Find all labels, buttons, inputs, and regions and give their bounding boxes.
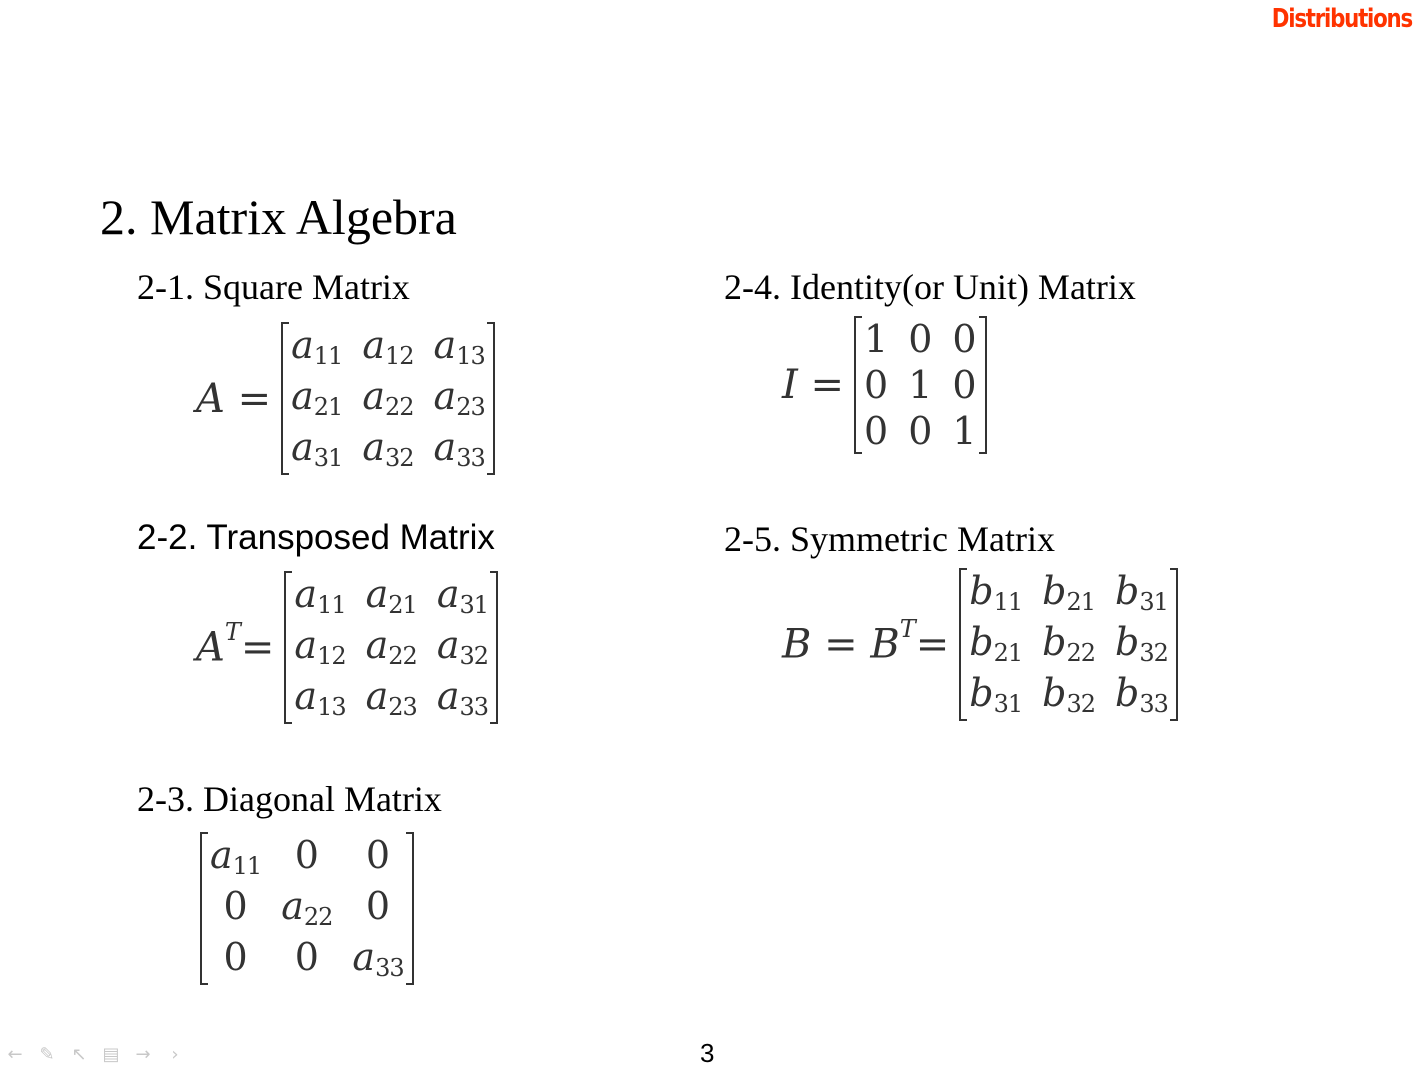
matrix-cell: a32 bbox=[362, 425, 414, 472]
matrix-cell: a12 bbox=[362, 323, 414, 370]
matrix-cell: a12 bbox=[294, 623, 346, 670]
diagonal-matrix bbox=[200, 832, 414, 985]
matrix-cell: a31 bbox=[436, 572, 489, 619]
matrix-cell: a11 bbox=[291, 323, 343, 370]
symmetric-matrix-lhs: $B = B^T=$ bbox=[782, 615, 950, 668]
matrix-cell: b32 bbox=[1115, 620, 1168, 667]
matrix-cell: a32 bbox=[436, 623, 489, 670]
symmetric-matrix bbox=[782, 568, 1178, 721]
heading-transposed-matrix: 2-2. Transposed Matrix bbox=[137, 518, 495, 557]
header-tag: Distributions bbox=[1271, 4, 1412, 34]
notes-icon[interactable]: ▤ bbox=[102, 1044, 120, 1065]
identity-matrix bbox=[782, 316, 987, 454]
matrix-cell: a13 bbox=[294, 674, 346, 721]
matrix-cell: 0 bbox=[365, 884, 391, 928]
matrix-cell: a11 bbox=[210, 833, 262, 880]
matrix-cell: 0 bbox=[864, 363, 889, 407]
matrix-cell: 0 bbox=[223, 884, 248, 928]
heading-square-matrix: 2-1. Square Matrix bbox=[137, 267, 410, 307]
square-matrix-bracket bbox=[281, 322, 495, 475]
identity-matrix-lhs: I = bbox=[782, 362, 845, 408]
matrix-cell: a21 bbox=[291, 374, 343, 421]
matrix-cell: b31 bbox=[969, 671, 1023, 718]
matrix-cell: a22 bbox=[362, 374, 414, 421]
matrix-cell: b21 bbox=[969, 620, 1023, 667]
matrix-cell: b11 bbox=[969, 569, 1023, 616]
diagonal-matrix-grid bbox=[210, 832, 404, 985]
square-matrix bbox=[196, 322, 495, 475]
matrix-cell: a23 bbox=[433, 374, 485, 421]
matrix-cell: b33 bbox=[1115, 671, 1168, 718]
pen-icon[interactable]: ✎ bbox=[39, 1044, 55, 1065]
matrix-cell: 0 bbox=[952, 317, 977, 361]
matrix-cell: 0 bbox=[908, 409, 933, 453]
matrix-cell: 0 bbox=[294, 833, 319, 877]
heading-diagonal-matrix: 2-3. Diagonal Matrix bbox=[137, 779, 442, 819]
transposed-matrix-lhs: $A^T=$ bbox=[196, 618, 275, 671]
matrix-cell: 0 bbox=[223, 935, 248, 979]
matrix-cell: b21 bbox=[1042, 569, 1096, 616]
transposed-matrix-grid bbox=[294, 571, 488, 724]
page-number: 3 bbox=[700, 1038, 715, 1068]
square-matrix-lhs: A = bbox=[196, 375, 272, 422]
square-matrix-grid bbox=[291, 322, 485, 475]
matrix-cell: a11 bbox=[294, 572, 346, 619]
arrow-left-icon[interactable]: ← bbox=[7, 1044, 23, 1065]
chevron-right-icon[interactable]: › bbox=[171, 1044, 179, 1065]
page-title: 2. Matrix Algebra bbox=[100, 189, 457, 245]
transposed-matrix bbox=[196, 571, 498, 724]
matrix-cell: a33 bbox=[352, 935, 404, 982]
heading-identity-matrix: 2-4. Identity(or Unit) Matrix bbox=[724, 267, 1136, 307]
transposed-matrix-bracket bbox=[284, 571, 498, 724]
matrix-cell: a22 bbox=[281, 884, 333, 931]
symmetric-matrix-bracket bbox=[959, 568, 1178, 721]
arrow-right-icon[interactable]: → bbox=[135, 1044, 151, 1065]
matrix-cell: a22 bbox=[365, 623, 417, 670]
matrix-cell: a23 bbox=[365, 674, 417, 721]
matrix-cell: a33 bbox=[436, 674, 489, 721]
matrix-cell: a33 bbox=[433, 425, 485, 472]
matrix-cell: a21 bbox=[365, 572, 417, 619]
symmetric-matrix-grid bbox=[969, 568, 1168, 721]
matrix-cell: 0 bbox=[952, 363, 977, 407]
slide-nav-toolbar bbox=[4, 1044, 186, 1065]
diagonal-matrix-bracket bbox=[200, 832, 414, 985]
matrix-cell: 0 bbox=[908, 317, 933, 361]
matrix-cell: 1 bbox=[952, 409, 977, 453]
matrix-cell: 0 bbox=[365, 833, 391, 877]
matrix-cell: b22 bbox=[1042, 620, 1096, 667]
identity-matrix-grid bbox=[864, 316, 977, 454]
matrix-cell: 1 bbox=[864, 317, 889, 361]
matrix-cell: 0 bbox=[294, 935, 319, 979]
matrix-cell: b31 bbox=[1115, 569, 1168, 616]
pointer-icon[interactable]: ↖ bbox=[71, 1044, 87, 1065]
heading-symmetric-matrix: 2-5. Symmetric Matrix bbox=[724, 519, 1055, 559]
matrix-cell: a31 bbox=[291, 425, 343, 472]
matrix-cell: 1 bbox=[908, 363, 933, 407]
matrix-cell: b32 bbox=[1042, 671, 1096, 718]
matrix-cell: a13 bbox=[433, 323, 485, 370]
identity-matrix-bracket bbox=[854, 316, 987, 454]
matrix-cell: 0 bbox=[864, 409, 889, 453]
